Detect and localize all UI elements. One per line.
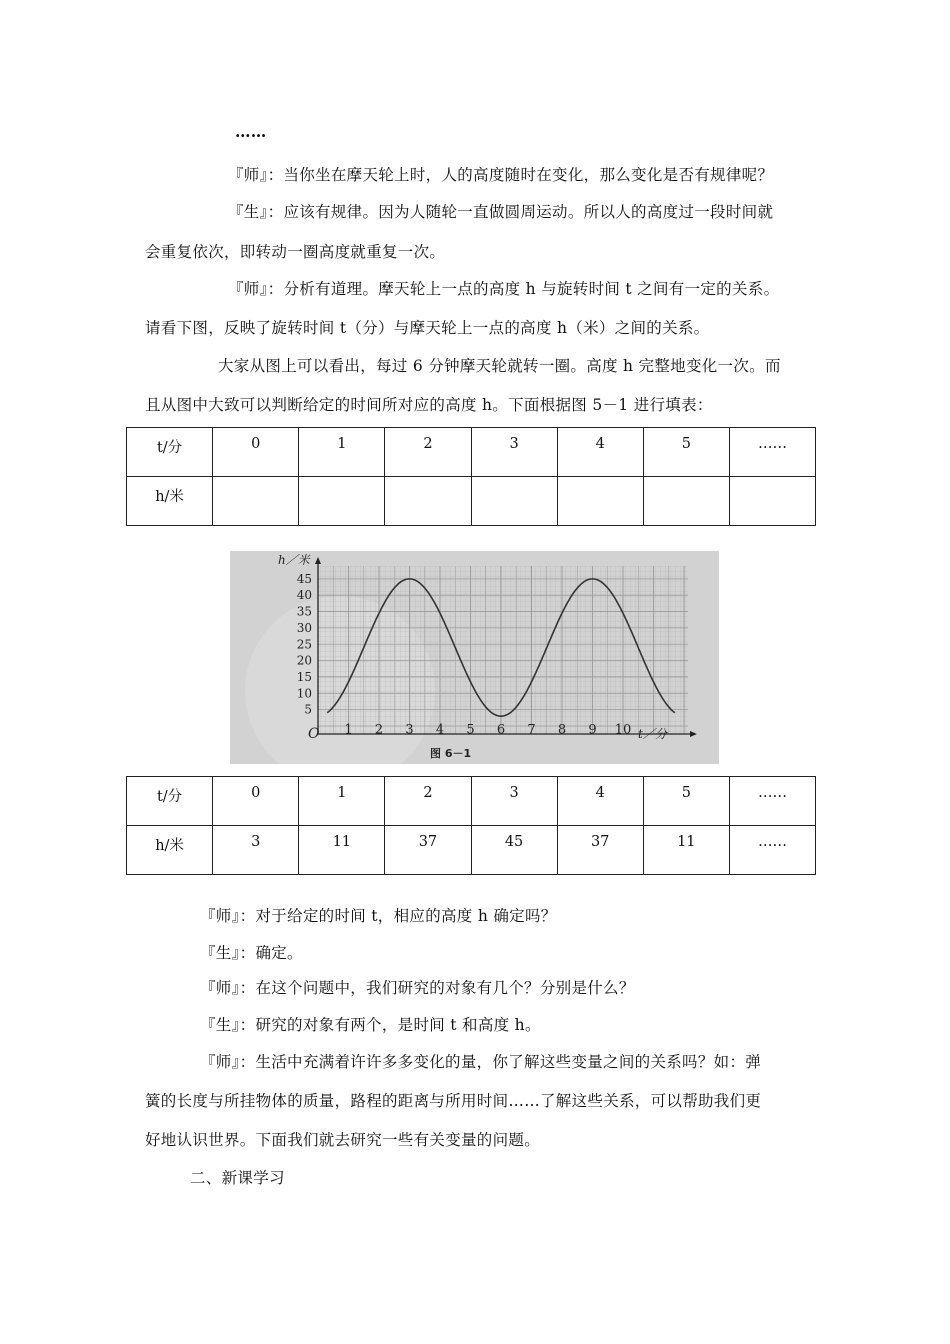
table-row	[127, 428, 816, 477]
x-tick-label: 9	[588, 722, 597, 738]
dialogue-teacher-3c: 好地认识世界。下面我们就去研究一些有关变量的问题。	[145, 1131, 541, 1149]
blank-table	[126, 427, 816, 526]
table-cell: 45	[471, 826, 557, 875]
x-tick-label: 7	[527, 722, 536, 738]
y-tick-label: 5	[304, 702, 312, 717]
y-tick-label: 40	[296, 588, 312, 603]
table-cell: 0	[213, 777, 299, 826]
table-cell: h/米	[127, 477, 213, 526]
x-tick-label: 8	[557, 722, 567, 738]
paragraph-student-1b: 会重复依次，即转动一圈高度就重复一次。	[145, 243, 446, 261]
table-cell	[299, 477, 385, 526]
x-tick-label: 1	[344, 722, 353, 738]
paragraph-teacher-2b: 请看下图，反映了旋转时间 t（分）与摩天轮上一点的高度 h（米）之间的关系。	[145, 319, 710, 337]
x-tick-label: 4	[435, 722, 445, 738]
x-tick-label: 2	[374, 722, 384, 738]
table-cell	[643, 477, 729, 526]
table-row	[127, 477, 816, 526]
table-cell: 4	[557, 428, 643, 477]
table-cell: ……	[729, 777, 815, 826]
table-cell: 4	[557, 777, 643, 826]
paragraph-explain-a: 大家从图上可以看出，每过 6 分钟摩天轮就转一圈。高度 h 完整地变化一次。而	[218, 357, 781, 375]
x-tick-label: 3	[405, 722, 414, 738]
y-tick-label: 25	[296, 637, 312, 652]
y-tick-label: 10	[296, 686, 312, 701]
section-heading: 二、新课学习	[190, 1169, 285, 1187]
y-tick-label: 20	[296, 653, 312, 668]
x-tick-label: 10	[614, 722, 632, 738]
table-cell: 5	[643, 777, 729, 826]
table-row	[127, 777, 816, 826]
table-cell: 37	[557, 826, 643, 875]
x-tick-label: 6	[496, 722, 506, 738]
table-cell: 1	[299, 777, 385, 826]
chart-ylabel: h／米	[278, 553, 310, 567]
table-cell	[385, 477, 471, 526]
dialogue-teacher-1: 『师』：对于给定的时间 t，相应的高度 h 确定吗？	[200, 907, 557, 925]
y-tick-label: 15	[296, 669, 312, 684]
table-cell: 3	[471, 777, 557, 826]
table-cell: 37	[385, 826, 471, 875]
dialogue-teacher-2: 『师』：在这个问题中，我们研究的对象有几个？分别是什么？	[200, 979, 635, 997]
paragraph-teacher-1: 『师』：当你坐在摩天轮上时，人的高度随时在变化，那么变化是否有规律呢？	[228, 166, 774, 184]
chart-svg	[230, 551, 719, 764]
y-tick-label: 45	[296, 571, 312, 586]
paragraph-teacher-2a: 『师』：分析有道理。摩天轮上一点的高度 h 与旋转时间 t 之间有一定的关系。	[228, 280, 780, 298]
y-tick-label: 35	[296, 604, 312, 619]
y-tick-label: 30	[296, 620, 312, 635]
table-cell: 0	[213, 428, 299, 477]
table-cell	[557, 477, 643, 526]
table-cell: 2	[385, 428, 471, 477]
table-cell: ……	[729, 428, 815, 477]
table-cell: 3	[471, 428, 557, 477]
table-cell: 3	[213, 826, 299, 875]
table-cell	[471, 477, 557, 526]
table-cell: 11	[643, 826, 729, 875]
dialogue-teacher-3a: 『师』：生活中充满着许许多多变化的量，你了解这些变量之间的关系吗？如：弹	[200, 1053, 762, 1071]
table-cell: 5	[643, 428, 729, 477]
table-cell	[213, 477, 299, 526]
table-row	[127, 826, 816, 875]
table-cell	[729, 477, 815, 526]
dialogue-student-1: 『生』：确定。	[200, 944, 303, 962]
x-tick-label: 5	[466, 722, 475, 738]
table-cell: ……	[729, 826, 815, 875]
table-cell: t/分	[127, 428, 213, 477]
chart-xlabel: t／分	[638, 727, 667, 741]
table-cell: h/米	[127, 826, 213, 875]
dialogue-student-2: 『生』：研究的对象有两个，是时间 t 和高度 h。	[200, 1016, 541, 1034]
paragraph-student-1a: 『生』：应该有规律。因为人随轮一直做圆周运动。所以人的高度过一段时间就	[228, 203, 774, 221]
chart-origin-label: O	[308, 726, 320, 742]
table-cell: 11	[299, 826, 385, 875]
chart-figure	[230, 551, 719, 764]
chart-caption: 图 6－1	[430, 747, 472, 760]
dialogue-teacher-3b: 簧的长度与所挂物体的质量，路程的距离与所用时间……了解这些关系，可以帮助我们更	[145, 1092, 762, 1110]
table-cell: t/分	[127, 777, 213, 826]
table-cell: 1	[299, 428, 385, 477]
ellipsis-line: ……	[235, 122, 267, 141]
paragraph-explain-b: 且从图中大致可以判断给定的时间所对应的高度 h。下面根据图 5－1 进行填表：	[145, 396, 713, 414]
table-cell: 2	[385, 777, 471, 826]
filled-table	[126, 776, 816, 875]
